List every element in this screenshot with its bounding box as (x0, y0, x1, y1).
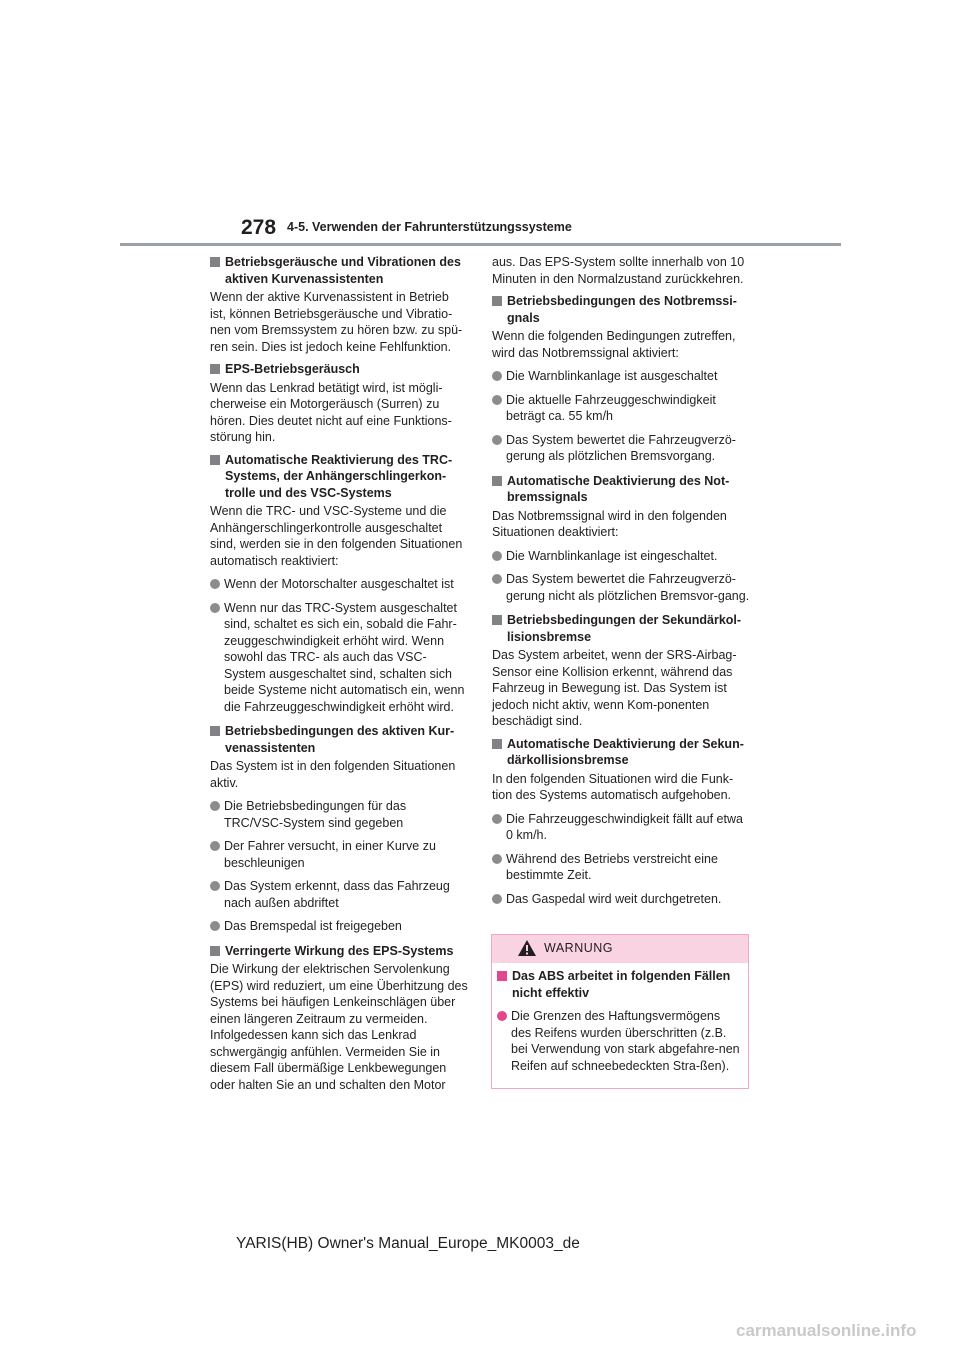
warning-box (491, 934, 749, 1089)
list-item (210, 918, 468, 935)
section-heading (210, 943, 468, 960)
section-block (492, 612, 750, 730)
square-bullet-icon (492, 296, 502, 306)
section-heading (492, 293, 750, 326)
list-item-text: Das System bewertet die Fahrzeugverzö-gerung nicht als plötzlichen Bremsvor-gang. (506, 572, 750, 603)
section-block (210, 452, 468, 716)
watermark: carmanualsonline.info (736, 1321, 917, 1340)
paragraph: Das Notbremssignal wird in den folgenden Situationen deaktiviert: (492, 508, 727, 539)
square-bullet-icon (210, 364, 220, 374)
list-item (492, 368, 750, 385)
square-bullet-icon (492, 476, 502, 486)
list-item-text: Die Warnblinkanlage ist ausgeschaltet (506, 369, 718, 383)
circle-bullet-icon (492, 894, 502, 904)
header-divider (120, 243, 841, 246)
paragraph: Die Wirkung der elektrischen Servolenkung (EPS) wird reduziert, um eine Überhitzung des Systems bei häufigen Lenkeinschlägen über einen längeren Zeitraum zu vermeiden. Infolgedessen kann sich das Lenkrad schwergängig anfühlen. Vermeiden Sie in diesem Fall übermäßige Lenkbewegungen oder halten Sie an und schalten den Motor (210, 962, 468, 1092)
right-column (492, 254, 750, 913)
list-item (492, 811, 750, 844)
section-block (210, 254, 468, 355)
section-block (492, 473, 750, 605)
circle-bullet-icon (210, 881, 220, 891)
section-block (492, 293, 750, 465)
list-item-text: Die Grenzen des Haftungsvermögens des Reifens wurden überschritten (z.B. bei Verwendung von stark abgefahre-nen Reifen auf schneebedeckten Stra-ßen). (511, 1009, 740, 1073)
warning-title: WARNUNG (544, 941, 614, 955)
circle-bullet-icon (210, 801, 220, 811)
list-item-text: Die Fahrzeuggeschwindigkeit fällt auf etwa 0 km/h. (506, 811, 743, 842)
heading-text: Automatische Deaktivierung des Not-bremssignals (507, 473, 730, 504)
section-heading (492, 736, 750, 769)
list-item (492, 891, 750, 908)
paragraph: Wenn das Lenkrad betätigt wird, ist mögli-cherweise ein Motorgeräusch (Surren) zu hören. Dies deutet nicht auf eine Funktions-störung hin. (210, 380, 452, 444)
circle-bullet-icon (210, 579, 220, 589)
heading-text: Betriebsbedingungen der Sekundärkol-lisionsbremse (507, 613, 742, 644)
heading-text: Verringerte Wirkung des EPS-Systems (225, 943, 454, 958)
list-item-text: Die Betriebsbedingungen für das TRC/VSC-System sind gegeben (224, 799, 407, 830)
circle-bullet-icon (492, 854, 502, 864)
list-item-text: Wenn der Motorschalter ausgeschaltet ist (224, 577, 454, 591)
circle-bullet-icon (492, 371, 502, 381)
square-bullet-icon (497, 971, 507, 981)
circle-bullet-icon (492, 551, 502, 561)
list-item (497, 1008, 740, 1074)
list-item-text: Die aktuelle Fahrzeuggeschwindigkeit beträgt ca. 55 km/h (506, 392, 716, 423)
list-item (210, 838, 468, 871)
square-bullet-icon (210, 455, 220, 465)
square-bullet-icon (492, 739, 502, 749)
square-bullet-icon (210, 257, 220, 267)
list-item (210, 600, 468, 716)
circle-bullet-icon (497, 1011, 507, 1021)
square-bullet-icon (492, 615, 502, 625)
section-heading (210, 452, 468, 502)
section-block (492, 736, 750, 908)
list-item-text: Das Gaspedal wird weit durchgetreten. (506, 891, 722, 906)
circle-bullet-icon (492, 814, 502, 824)
list-item-text: Das Bremspedal ist freigegeben (224, 919, 402, 933)
section-title: 4-5. Verwenden der Fahrunterstützungssysteme (287, 220, 572, 234)
list-item (492, 571, 750, 604)
list-item (210, 798, 468, 831)
paragraph: Das System arbeitet, wenn der SRS-Airbag-Sensor eine Kollision erkennt, während das Fahrzeug in Bewegung ist. Das System ist jedoch nicht aktiv, wenn Kom-ponenten beschädigt sind. (492, 648, 737, 728)
heading-text: Das ABS arbeitet in folgenden Fällen nicht effektiv (512, 969, 731, 1000)
page-number: 278 (241, 216, 277, 239)
section-heading (210, 254, 468, 287)
paragraph: Wenn die TRC- und VSC-Systeme und die Anhängerschlingerkontrolle ausgeschaltet sind, werden sie in den folgenden Situationen automatisch reaktiviert: (210, 504, 463, 568)
list-item (492, 392, 750, 425)
heading-text: Automatische Reaktivierung des TRC-Systems, der Anhängerschlingerkon-trolle und des VSC-Systems (225, 452, 453, 500)
circle-bullet-icon (210, 603, 220, 613)
paragraph: aus. Das EPS-System sollte innerhalb von 10 Minuten in den Normalzustand zurückkehren. (492, 255, 745, 286)
square-bullet-icon (210, 946, 220, 956)
warning-heading (497, 968, 740, 1001)
paragraph: In den folgenden Situationen wird die Funk-tion des Systems automatisch aufgehoben. (492, 771, 734, 802)
circle-bullet-icon (210, 921, 220, 931)
circle-bullet-icon (210, 841, 220, 851)
list-item (210, 576, 468, 593)
list-item-text: Das System bewertet die Fahrzeugverzö-gerung als plötzlichen Bremsvorgang. (506, 432, 736, 463)
footer-manual-id: YARIS(HB) Owner's Manual_Europe_MK0003_de (236, 1235, 580, 1252)
list-item (492, 548, 750, 565)
left-column (210, 254, 468, 1099)
section-heading (492, 612, 750, 645)
warning-header (492, 935, 748, 963)
circle-bullet-icon (492, 574, 502, 584)
list-item (210, 878, 468, 911)
list-item-text: Die Warnblinkanlage ist eingeschaltet. (506, 548, 718, 563)
section-heading (492, 473, 750, 506)
list-item-text: Der Fahrer versucht, in einer Kurve zu beschleunigen (224, 839, 436, 870)
section-heading (210, 361, 468, 378)
section-block (210, 723, 468, 935)
section-block (210, 943, 468, 1094)
warning-triangle-icon (517, 939, 537, 962)
list-item (492, 851, 750, 884)
square-bullet-icon (210, 726, 220, 736)
heading-text: Automatische Deaktivierung der Sekun-därkollisionsbremse (507, 736, 744, 767)
section-block (210, 361, 468, 446)
list-item-text: Während des Betriebs verstreicht eine bestimmte Zeit. (506, 851, 718, 882)
list-item-text: Das System erkennt, dass das Fahrzeug nach außen abdriftet (224, 879, 450, 910)
paragraph: Wenn der aktive Kurvenassistent in Betrieb ist, können Betriebsgeräusche und Vibratio-nen vom Bremssystem zu hören bzw. zu spü-ren sein. Dies ist jedoch keine Fehlfunktion. (210, 290, 463, 354)
list-item-text: Wenn nur das TRC-System ausgeschaltet sind, schaltet es sich ein, sobald die Fahr-zeuggeschwindigkeit erhöht wird. Wenn sowohl das TRC- als auch das VSC-System ausgeschaltet sind, schalten sich beide Systeme nicht automatisch ein, wenn die Fahrzeuggeschwindigkeit erhöht wird. (224, 600, 465, 714)
paragraph: Wenn die folgenden Bedingungen zutreffen, wird das Notbremssignal aktiviert: (492, 329, 736, 360)
section-block (492, 254, 750, 287)
heading-text: Betriebsgeräusche und Vibrationen des aktiven Kurvenassistenten (225, 255, 461, 286)
section-heading (210, 723, 468, 756)
circle-bullet-icon (492, 395, 502, 405)
list-item (492, 432, 750, 465)
heading-text: Betriebsbedingungen des Notbremssi-gnals (507, 294, 737, 325)
heading-text: Betriebsbedingungen des aktiven Kur-venassistenten (225, 724, 455, 755)
paragraph: Das System ist in den folgenden Situationen aktiv. (210, 759, 456, 790)
warning-body (492, 963, 748, 1074)
circle-bullet-icon (492, 435, 502, 445)
heading-text: EPS-Betriebsgeräusch (225, 362, 360, 376)
